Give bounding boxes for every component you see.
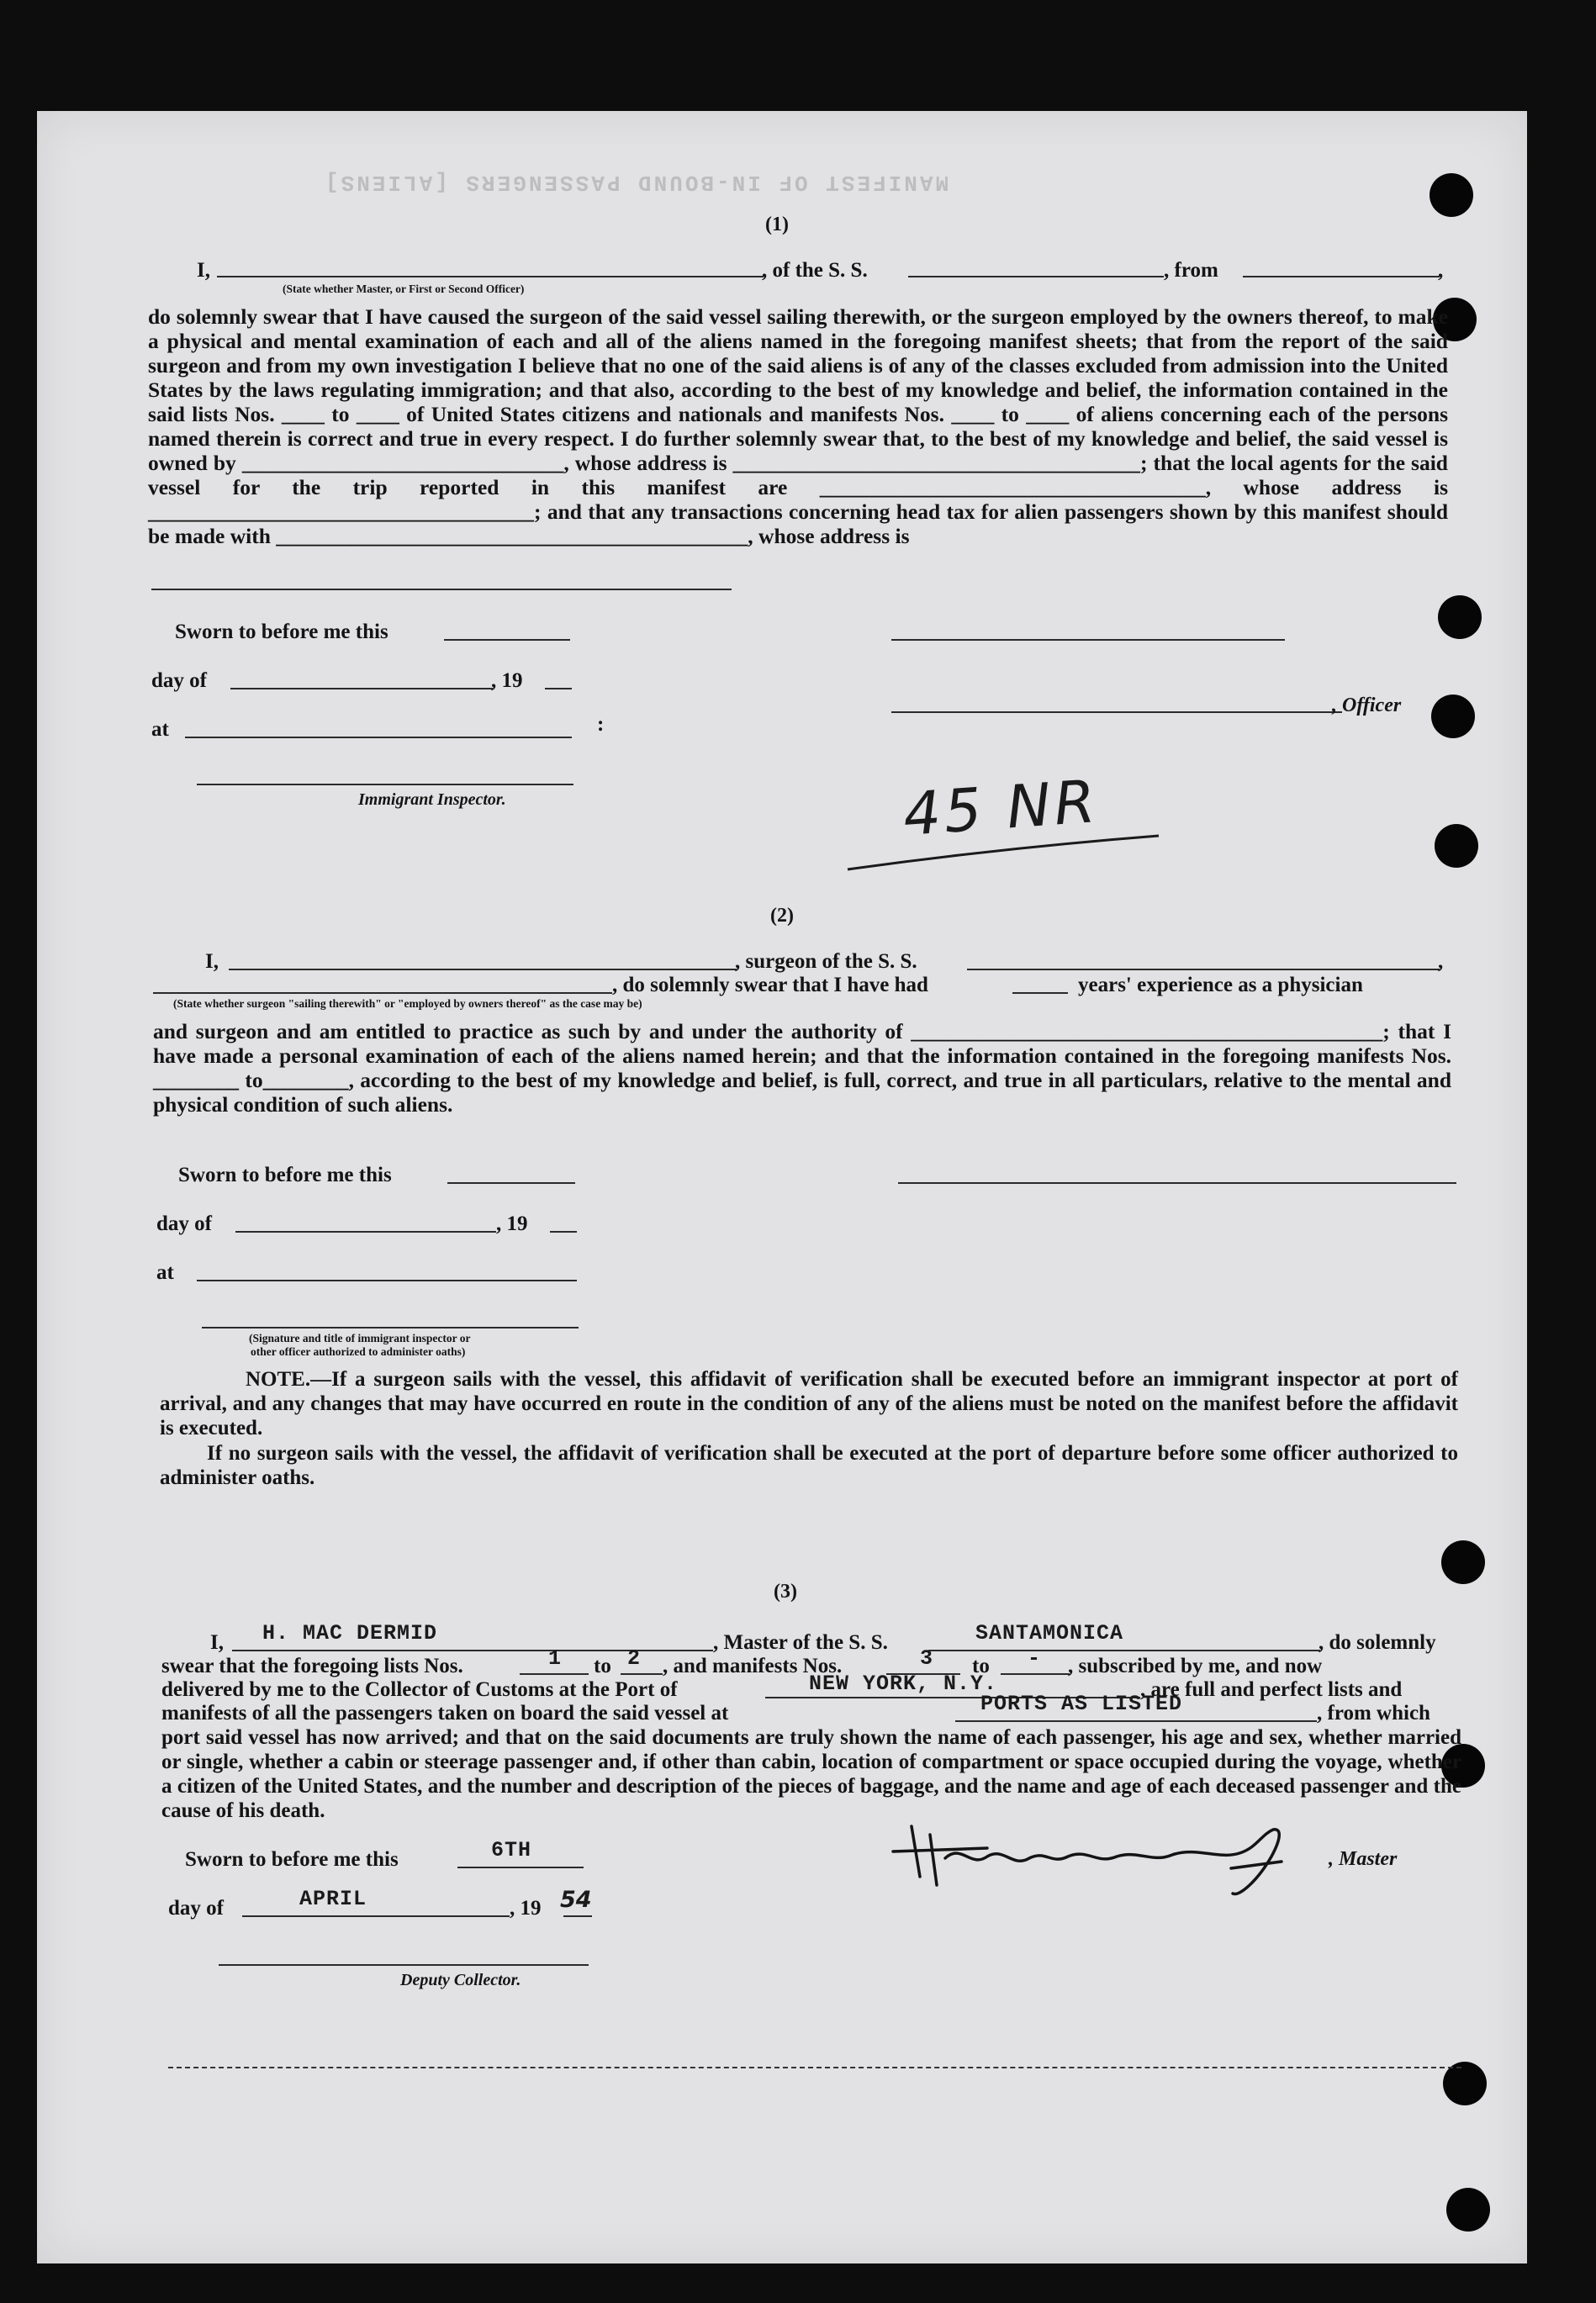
year-label: , 19	[496, 1212, 528, 1235]
ghost-header: MANIFEST OF IN-BOUND PASSENGERS [ALIENS]	[323, 170, 949, 195]
surgeon-status-line	[153, 992, 612, 994]
ship-name-line	[908, 276, 1164, 277]
ports-value: PORTS AS LISTED	[980, 1692, 1183, 1716]
punch-hole	[1441, 1540, 1485, 1584]
officer-signature-line-1	[891, 639, 1285, 641]
bottom-rule	[168, 2067, 1461, 2068]
lists-from-value: 1	[548, 1646, 563, 1671]
officer-title-note: (State whether Master, or First or Second Officer)	[283, 283, 525, 295]
punch-hole	[1430, 173, 1473, 217]
swear-had-label: , do solemnly swear that I have had	[612, 974, 928, 996]
at-label: at	[156, 1261, 174, 1284]
manifests-all-label: manifests of all the passengers taken on board the said vessel at	[161, 1702, 729, 1725]
surgeon-status-note: (State whether surgeon "sailing therewith" or "employed by owners thereof" as the case may be)	[173, 997, 642, 1010]
day-of-line	[235, 1231, 496, 1233]
experience-label: years' experience as a physician	[1078, 974, 1363, 996]
port-value: NEW YORK, N.Y.	[809, 1672, 998, 1696]
handwritten-mark: 45 NR	[901, 766, 1101, 850]
inspector-label: Immigrant Inspector.	[358, 790, 506, 809]
section-2-oath-text: and surgeon and am entitled to practice as such by and under the authority of ____________________________________________; that I have made a personal examination of each of the aliens named herein; and that the information contained in the foregoing manifests Nos. ________ to________, according to the best of my knowledge and belief, is full, correct, and true in all particulars, relative to the mental and physical condition of such aliens.	[153, 1019, 1451, 1117]
section-3-i: I,	[210, 1631, 224, 1654]
signature-note-1: (Signature and title of immigrant inspector or	[249, 1332, 471, 1344]
no-surgeon-note: If no surgeon sails with the vessel, the affidavit of verification shall be executed at the port of departure before some officer authorized to administer oaths.	[160, 1442, 1458, 1489]
year-value: 54	[560, 1887, 592, 1913]
master-label: , Master	[1329, 1848, 1398, 1870]
lists-to-line	[621, 1673, 663, 1675]
from-which-label: , from which	[1317, 1702, 1430, 1725]
to-label: to	[594, 1655, 611, 1677]
day-of-line	[230, 688, 493, 689]
from-label: , from	[1164, 259, 1218, 282]
master-name: H. MAC DERMID	[262, 1621, 438, 1645]
sworn-label: Sworn to before me this	[178, 1164, 392, 1186]
solemnly-label: , do solemnly	[1319, 1631, 1436, 1654]
section-1-i: I,	[197, 259, 210, 282]
punch-hole	[1438, 595, 1482, 639]
comma: ,	[1438, 259, 1444, 282]
deputy-line	[219, 1964, 589, 1966]
manifest-to-line	[1001, 1673, 1070, 1675]
full-lists-label: , are full and perfect lists and	[1140, 1678, 1403, 1701]
and-manifests-label: , and manifests Nos.	[663, 1655, 843, 1677]
ship-name: SANTAMONICA	[975, 1621, 1124, 1645]
surgeon-signature-line	[898, 1182, 1456, 1184]
at-line	[185, 737, 572, 738]
deputy-label: Deputy Collector.	[400, 1971, 521, 1989]
inspector-line	[197, 784, 573, 785]
manifest-from-value: 3	[920, 1646, 934, 1671]
to-label: to	[972, 1655, 990, 1677]
colon: :	[597, 713, 605, 736]
years-line	[1012, 992, 1068, 994]
month-line	[242, 1915, 510, 1917]
manifest-to-value: -	[1028, 1646, 1042, 1671]
section-2-number: (2)	[770, 905, 794, 927]
ship-name-line	[928, 1650, 1320, 1651]
sworn-date-line	[457, 1867, 584, 1868]
surgeon-ship-line	[967, 969, 1440, 970]
signature-note-2: other officer authorized to administer oaths)	[251, 1345, 466, 1358]
day-of-label: day of	[168, 1897, 224, 1920]
surgeon-of-label: , surgeon of the S. S.	[735, 950, 917, 973]
section-3-oath-text: port said vessel has now arrived; and that on the said documents are truly shown the name of each passenger, his age and sex, whether married or single, whether a cabin or steerage passenger and, if other than cabin, location of compartment or space occupied during the voyage, whether a citizen of the United States, and the number and description of the pieces of baggage, and the name and age of each deceased passenger and the cause of his death.	[161, 1726, 1461, 1822]
inspector-signature-line	[202, 1327, 579, 1328]
subscribed-label: , subscribed by me, and now	[1068, 1655, 1323, 1677]
punch-hole	[1435, 824, 1478, 868]
day-of-label: day of	[151, 669, 207, 692]
sworn-date-line	[447, 1182, 575, 1184]
day-of-label: day of	[156, 1212, 212, 1235]
master-of-label: , Master of the S. S.	[713, 1631, 888, 1654]
sworn-label: Sworn to before me this	[175, 621, 388, 643]
ports-line	[955, 1720, 1317, 1722]
at-label: at	[151, 718, 169, 741]
at-line	[197, 1280, 577, 1281]
lists-from-line	[520, 1673, 589, 1675]
year-line	[545, 688, 572, 689]
from-port-line	[1243, 276, 1440, 277]
month-value: APRIL	[299, 1887, 367, 1911]
year-line	[563, 1915, 592, 1917]
comma: ,	[1438, 950, 1444, 973]
master-signature	[886, 1809, 1340, 1902]
punch-hole	[1446, 2188, 1490, 2232]
lists-to-value: 2	[627, 1646, 642, 1671]
handwritten-mark-underline	[844, 826, 1164, 876]
section-2-i: I,	[205, 950, 219, 973]
sworn-label: Sworn to before me this	[185, 1848, 399, 1871]
swear-lists-label: swear that the foregoing lists Nos.	[161, 1655, 463, 1677]
oath-continuation-line	[151, 589, 732, 590]
officer-label: , Officer	[1332, 695, 1402, 716]
officer-title-line	[217, 276, 764, 277]
manifest-page	[37, 111, 1527, 2263]
section-3-number: (3)	[774, 1581, 797, 1603]
sworn-day-value: 6TH	[491, 1838, 532, 1862]
surgeon-name-line	[229, 969, 737, 970]
sworn-date-line	[444, 639, 570, 641]
year-line	[550, 1231, 577, 1233]
punch-hole	[1431, 695, 1475, 738]
officer-signature-line-2	[891, 711, 1342, 713]
master-name-line	[232, 1650, 713, 1651]
section-1-oath-text: do solemnly swear that I have caused the surgeon of the said vessel sailing therewith, or the surgeon employed by the owners thereof, to make a physical and mental examination of each and all of the aliens named in the foregoing manifest sheets; that from the report of the said surgeon and from my own investigation I believe that no one of the said aliens is of any of the classes excluded from admission into the United States by the laws regulating immigration; and that also, according to the best of my knowledge and belief, the information contained in the said lists Nos. ____ to ____ of United States citizens and nationals and manifests Nos. ____ to ____ of aliens concerning each of the persons named therein is correct and true in every respect. I do further solemnly swear that, to the best of my knowledge and belief, the said vessel is owned by ______________________________, whose address is ______________________________________; that the local agents for the said vessel for the trip reported in this manifest are ____________________________________, whose address is ____________________________________; and that any transactions concerning head tax for alien passengers shown by this manifest should be made with ____________________________________________, whose address is	[148, 304, 1448, 548]
year-label: , 19	[510, 1897, 542, 1920]
surgeon-note: NOTE.—If a surgeon sails with the vessel, this affidavit of verification shall be executed before an immigrant inspector at port of arrival, and any changes that may have occurred en route in the condition of any of the aliens must be noted on the manifest before the affidavit is executed.	[160, 1368, 1458, 1439]
delivered-label: delivered by me to the Collector of Customs at the Port of	[161, 1678, 678, 1701]
section-1-number: (1)	[765, 214, 789, 235]
year-label: , 19	[491, 669, 523, 692]
of-ss-label: , of the S. S.	[762, 259, 868, 282]
